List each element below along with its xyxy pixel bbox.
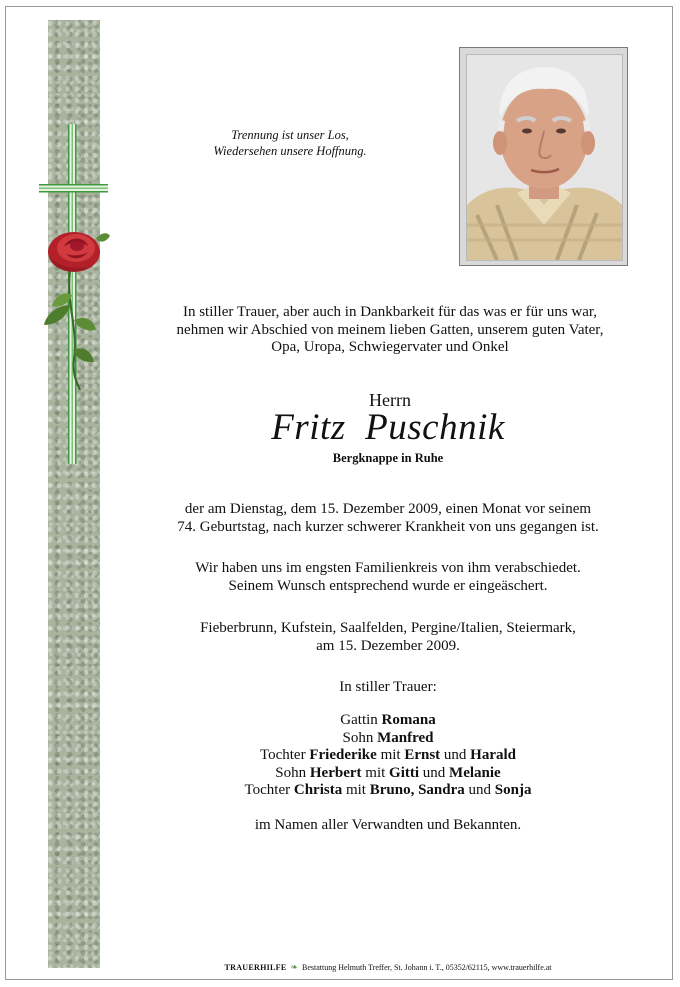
mourner-line (130, 782, 646, 800)
closing-line: im Namen aller Verwandten und Bekannten. (254, 817, 522, 833)
mourner-name: Herbert (309, 764, 362, 781)
motto-quote (180, 127, 400, 159)
mourner-companion: Gitti (389, 764, 420, 781)
mourner-line (130, 712, 646, 730)
portrait-image (466, 54, 623, 261)
deceased-occupation: Bergknappe in Ruhe (332, 451, 444, 465)
place-date-line-2: am 15. Dezember 2009. (316, 637, 460, 654)
farewell-line-1: Wir haben uns im engsten Familienkreis von ihm verabschiedet. (195, 560, 581, 576)
mourner-relation: Tochter (244, 782, 291, 798)
footer-brand: TRAUERHILFE (224, 963, 287, 972)
mourners-list (130, 712, 646, 800)
motto-line-2: Wiedersehen unsere Hoffnung. (213, 144, 367, 158)
salutation: Herrn (369, 390, 411, 410)
intro-paragraph (130, 304, 650, 357)
mourner-companion: Bruno, Sandra (369, 782, 465, 798)
farewell-paragraph (130, 560, 646, 595)
mourner-relation: Sohn (342, 729, 374, 746)
mourner-companion: Harald (470, 747, 517, 763)
mourner-name: Manfred (377, 729, 434, 746)
intro-line-3: Opa, Uropa, Schwiegervater und Onkel (271, 339, 509, 355)
mourner-conjunction: mit (365, 764, 386, 781)
mourner-relation: Sohn (275, 764, 307, 781)
intro-line-2: nehmen wir Abschied von meinem lieben Gatten, unserem guten Vater, (176, 321, 604, 338)
mourner-line (130, 747, 646, 765)
cross-with-rose-icon (36, 120, 116, 470)
mourner-conjunction: und (422, 764, 446, 781)
mourners-heading: In stiller Trauer: (339, 679, 437, 695)
leaf-icon: ❧ (290, 962, 299, 972)
death-notice-line-1: der am Dienstag, dem 15. Dezember 2009, einen Monat vor seinem (184, 501, 592, 517)
mourner-conjunction: mit (380, 747, 401, 763)
mourner-relation: Gattin (340, 712, 378, 728)
mourner-companion: Sonja (494, 782, 532, 798)
mourner-conjunction: und (468, 782, 492, 798)
place-date-paragraph (130, 620, 646, 655)
portrait-photo (459, 47, 628, 266)
mourner-companion: Melanie (449, 764, 501, 781)
deceased-name: Fritz Puschnik (271, 407, 505, 448)
death-notice-paragraph (130, 501, 646, 536)
mourner-companion: Ernst (404, 747, 441, 763)
motto-line-1: Trennung ist unser Los, (231, 128, 349, 142)
mourner-line (130, 730, 646, 748)
mourner-conjunction: mit (345, 782, 366, 798)
death-notice-line-2: 74. Geburtstag, nach kurzer schwerer Krankheit von uns gegangen ist. (177, 518, 599, 535)
mourner-conjunction: und (443, 747, 467, 763)
mourner-name: Friederike (309, 747, 377, 763)
footer (130, 962, 646, 973)
footer-text: Bestattung Helmuth Treffer, St. Johann i. T., 05352/62115, www.trauerhilfe.at (302, 963, 552, 972)
mourner-line (130, 765, 646, 783)
mourner-name: Christa (293, 782, 343, 798)
place-date-line-1: Fieberbrunn, Kufstein, Saalfelden, Pergine/Italien, Steiermark, (200, 620, 576, 636)
farewell-line-2: Seinem Wunsch entsprechend wurde er eingeäschert. (228, 577, 548, 594)
intro-line-1: In stiller Trauer, aber auch in Dankbarkeit für das was er für uns war, (182, 304, 598, 320)
mourner-name: Romana (381, 712, 436, 728)
mourner-relation: Tochter (259, 747, 306, 763)
